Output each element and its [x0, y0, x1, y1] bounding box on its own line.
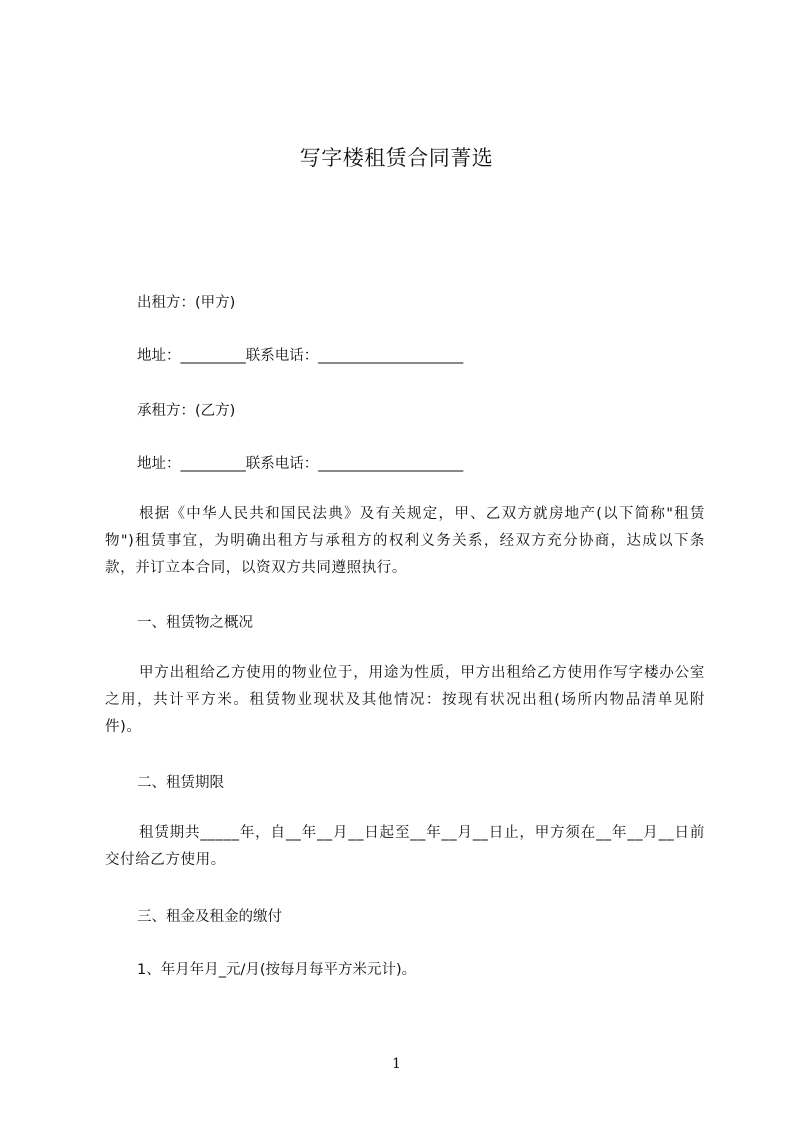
- section2-body: 租赁期共_____年，自__年__月__日起至__年__月__日止，甲方须在__年__月__日前交付给乙方使用。: [105, 825, 705, 868]
- lessor-address-line: 地址：_________联系电话：____________________: [137, 348, 464, 364]
- section3-heading: 三、租金及租金的缴付: [137, 909, 282, 925]
- preamble-paragraph: 根据《中华人民共和国民法典》及有关规定，甲、乙双方就房地产(以下简称"租赁物")租赁事宜，为明确出租方与承租方的权利义务关系，经双方充分协商，达成以下条款，并订立本合同，以资双方共同遵照执行。: [105, 506, 705, 576]
- lessee-address-line: 地址：_________联系电话：____________________: [137, 456, 464, 472]
- lessee-label: 承租方：(乙方): [137, 403, 236, 419]
- section1-body: 甲方出租给乙方使用的物业位于，用途为性质，甲方出租给乙方使用作写字楼办公室之用，共计平方米。租赁物业现状及其他情况：按现有状况出租(场所内物品清单见附件)。: [105, 665, 705, 735]
- section3-item1: 1、年月年月_元/月(按每月每平方米元计)。: [137, 962, 417, 978]
- page-number: 1: [392, 1056, 401, 1072]
- section1-heading: 一、租赁物之概况: [137, 615, 253, 631]
- lessor-label: 出租方：(甲方): [137, 295, 236, 311]
- document-title: 写字楼租赁合同菁选: [299, 146, 494, 170]
- section2-heading: 二、租赁期限: [137, 775, 224, 791]
